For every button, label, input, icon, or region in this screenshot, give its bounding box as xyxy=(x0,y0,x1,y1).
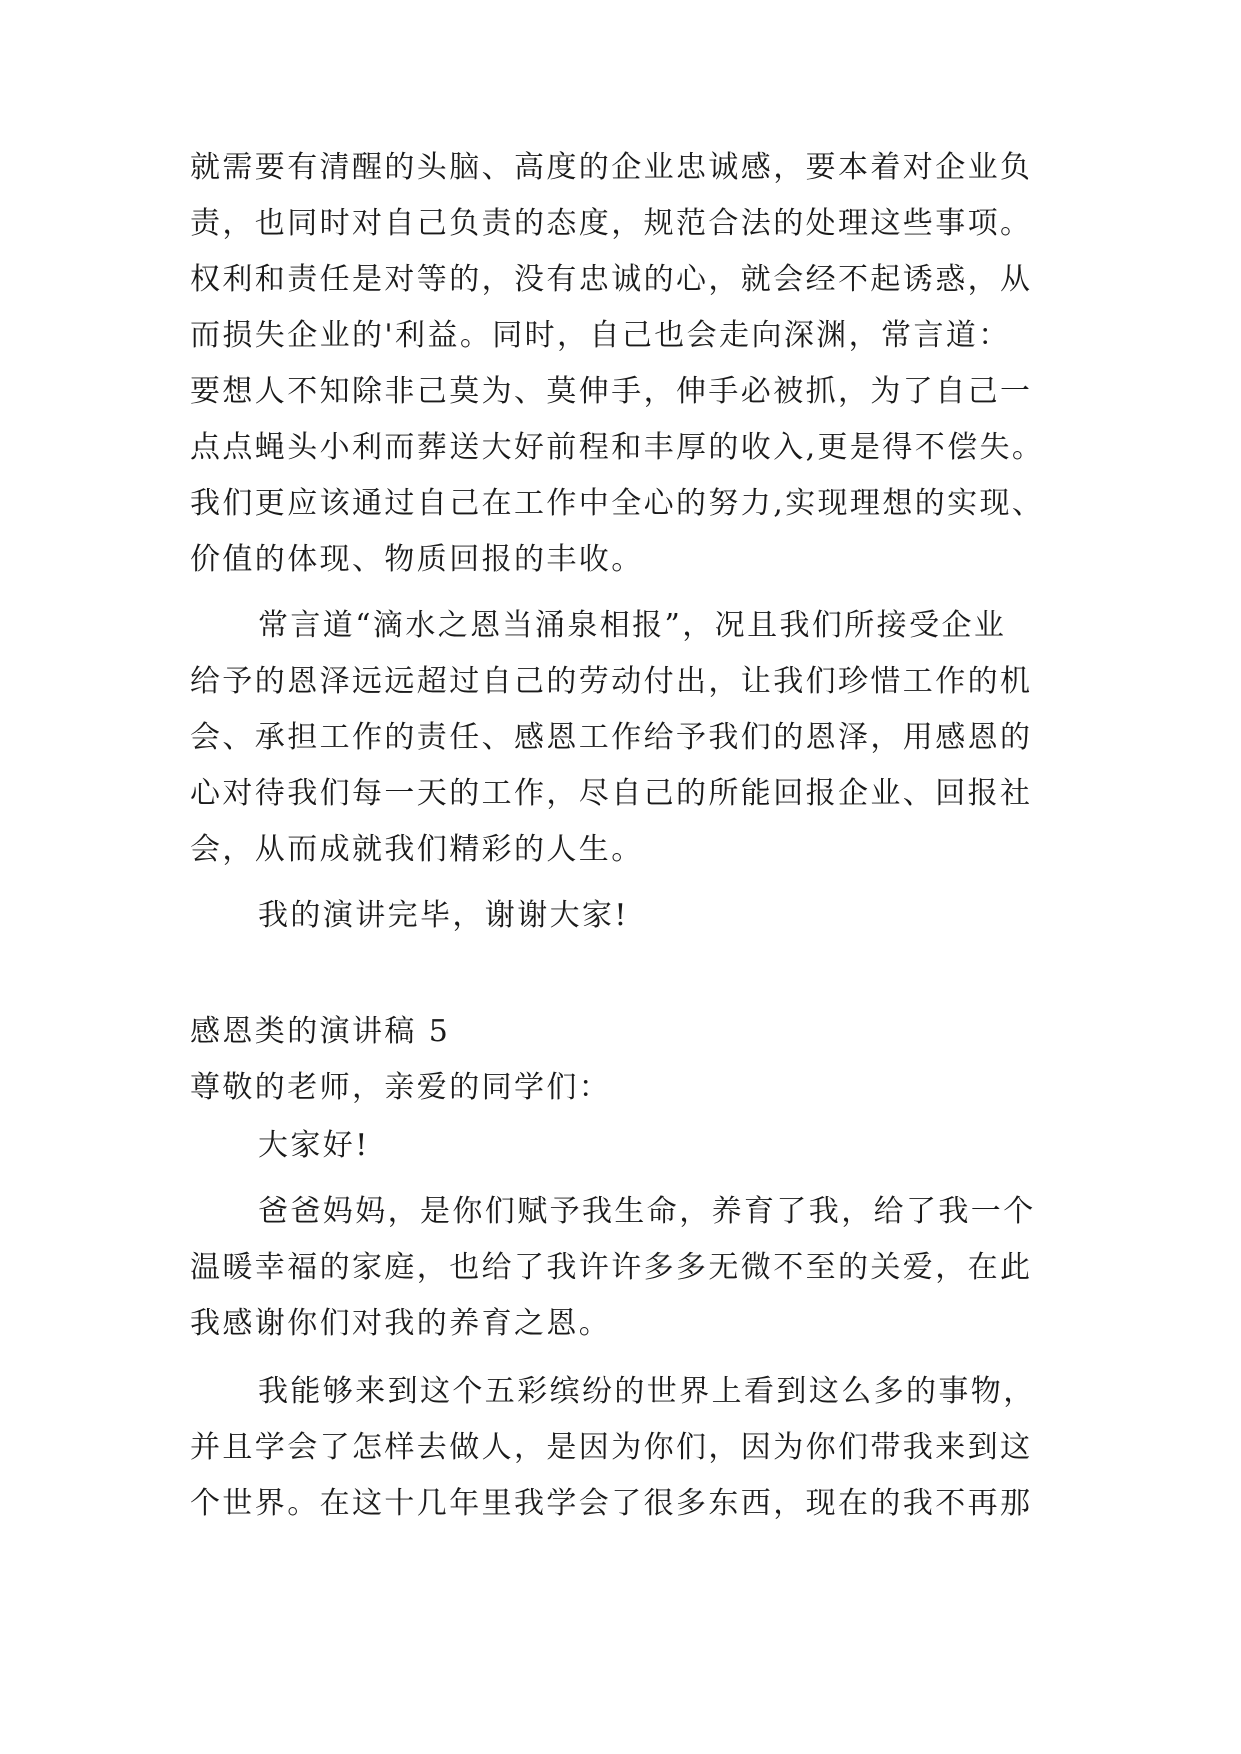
body-text-line: 价值的体现、物质回报的丰收。 xyxy=(190,542,644,577)
body-text-line: 心对待我们每一天的工作，尽自己的所能回报企业、回报社 xyxy=(190,776,1033,811)
body-text-line: 个世界。在这十几年里我学会了很多东西，现在的我不再那 xyxy=(190,1486,1033,1521)
body-text-line: 会、承担工作的责任、感恩工作给予我们的恩泽，用感恩的 xyxy=(190,720,1033,755)
body-text-line: 我们更应该通过自己在工作中全心的努力,实现理想的实现、 xyxy=(190,486,1045,521)
greeting: 大家好! xyxy=(258,1128,370,1163)
body-text-line: 给予的恩泽远远超过自己的劳动付出，让我们珍惜工作的机 xyxy=(190,664,1033,699)
body-text-line: 我感谢你们对我的养育之恩。 xyxy=(190,1306,612,1341)
paragraph-first-line: 我能够来到这个五彩缤纷的世界上看到这么多的事物， xyxy=(258,1374,1036,1409)
section-title: 感恩类的演讲稿 5 xyxy=(190,1014,451,1049)
closing-line: 我的演讲完毕，谢谢大家! xyxy=(258,898,629,933)
body-text-line: 权利和责任是对等的，没有忠诚的心，就会经不起诱惑，从 xyxy=(190,262,1033,297)
paragraph-first-line: 常言道“滴水之恩当涌泉相报”，况且我们所接受企业 xyxy=(258,608,1007,643)
body-text-line: 而损失企业的'利益。同时，自己也会走向深渊，常言道： xyxy=(190,318,1011,353)
body-text-line: 会，从而成就我们精彩的人生。 xyxy=(190,832,644,867)
body-text-line: 要想人不知除非己莫为、莫伸手，伸手必被抓，为了自己一 xyxy=(190,374,1033,409)
body-text-line: 就需要有清醒的头脑、高度的企业忠诚感，要本着对企业负 xyxy=(190,150,1033,185)
salutation: 尊敬的老师，亲爱的同学们： xyxy=(190,1070,612,1105)
paragraph-first-line: 爸爸妈妈，是你们赋予我生命，养育了我，给了我一个 xyxy=(258,1194,1036,1229)
body-text-line: 责，也同时对自己负责的态度，规范合法的处理这些事项。 xyxy=(190,206,1033,241)
body-text-line: 并且学会了怎样去做人，是因为你们，因为你们带我来到这 xyxy=(190,1430,1033,1465)
body-text-line: 温暖幸福的家庭，也给了我许许多多无微不至的关爱，在此 xyxy=(190,1250,1033,1285)
body-text-line: 点点蝇头小利而葬送大好前程和丰厚的收入,更是得不偿失。 xyxy=(190,430,1045,465)
